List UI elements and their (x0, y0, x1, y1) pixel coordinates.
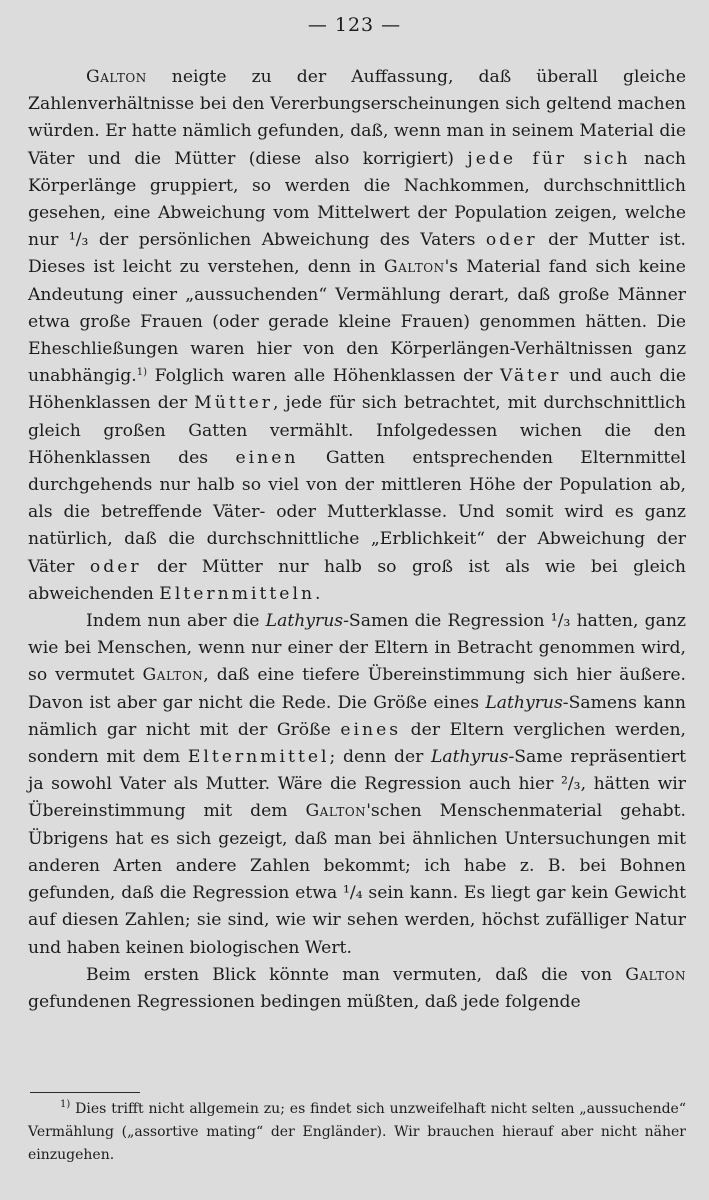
text-run: der Eltern verglichen werden, sondern mit dem (28, 719, 686, 768)
author-name: Galton (305, 801, 367, 822)
text-run: 'schen Menschenmaterial gehabt. Übrigens hat es sich gezeigt, daß man bei ähnlichen Untersuchungen mit anderen Arten andere Zahlen bekommt; ich habe z. B. bei Bohnen gefunden, daß die Regression etwa ¹/₄ sein kann. Es liegt gar kein Gewicht auf diesen Zahlen; sie sind, wie wir sehen werden, höchst zufälliger Natur und haben keinen biologischen Wert. (28, 801, 687, 958)
footnote-marker: 1) (60, 1099, 71, 1110)
text-run: -Samen die Regression ¹/₃ hatten, ganz wie bei Menschen, wenn nur einer der Eltern in Betracht genommen wird, so vermutet (28, 611, 686, 686)
italic-term: Lathyrus (430, 747, 509, 768)
text-run: gefundenen Regressionen bedingen müßten, daß jede folgende (28, 991, 581, 1012)
text-run: der Mütter nur halb so groß ist als wie bei gleich abweichenden (28, 556, 686, 604)
text-run: -Same repräsentiert ja sowohl Vater als Mutter. Wäre die Regression auch hier ²/₃, hätten wir Übereinstimmung mit dem (28, 747, 687, 822)
text-run: Folglich waren alle Höhenklassen der (147, 366, 501, 387)
text-run: Indem nun aber die (86, 611, 266, 632)
footnote-text (28, 1098, 686, 1167)
text-run: und auch die Höhenklassen der (28, 366, 686, 414)
italic-term: Lathyrus (485, 692, 563, 713)
paragraph-1 (28, 64, 686, 608)
text-run: 's Material fand sich keine Andeutung einer „aussuchenden“ Vermählung derart, daß große Männer etwa große Frauen (oder gerade kleine Frauen) genommen hätten. Die Eheschließungen waren hier von den Körperlängen-Verhältnissen ganz unabhängig. (28, 257, 686, 387)
main-text (28, 64, 686, 1016)
text-run: , jede für sich betrachtet, mit durchschnittlich gleich großen Gatten vermählt. Infolgedessen wichen die den Höhenklassen des (28, 393, 686, 468)
spaced-emphasis: Mütter (194, 393, 274, 414)
text-run: -Samens kann nämlich gar nicht mit der Größe (28, 692, 686, 740)
author-name: Galton (625, 964, 686, 985)
text-run: Gatten entsprechenden Elternmittel durchgehends nur halb so viel von der mittleren Höhe der Population ab, als die betreffende Väter- oder Mutterklasse. Und somit wird es ganz natürlich, daß die durchschnittliche „Erblichkeit“ der Abweichung der Väter (28, 447, 686, 577)
spaced-emphasis: einen (235, 447, 299, 468)
author-name: Galton (142, 665, 204, 686)
spaced-emphasis: Elternmitteln (159, 583, 316, 604)
text-run: neigte zu der Auffassung, daß überall gleiche Zahlenverhältnisse bei den Vererbungserscheinungen sich geltend machen würden. Er hatte nämlich gefunden, daß, wenn man in seinem Material die Väter und die Mütter (diese also korrigiert) (28, 67, 686, 169)
text-run: , daß eine tiefere Übereinstimmung sich hier äußere. Davon ist aber gar nicht die Rede. Die Größe eines (28, 665, 686, 713)
page-number: — 123 — (307, 14, 402, 36)
footnote-rule (30, 1092, 140, 1093)
text-run: ; denn der (329, 747, 431, 768)
text-run: Beim ersten Blick könnte man vermuten, daß die von (86, 964, 626, 985)
spaced-emphasis: jede für sich (467, 148, 631, 169)
italic-term: Lathyrus (265, 611, 344, 632)
text-run: der Mutter ist. Dieses ist leicht zu verstehen, denn in (28, 230, 686, 278)
text-run: . (315, 583, 321, 604)
spaced-emphasis: eines (340, 719, 402, 740)
spaced-emphasis: oder (89, 556, 142, 577)
footnote-marker: 1) (136, 367, 148, 379)
author-name: Galton (86, 67, 147, 87)
footnote (28, 1098, 686, 1167)
author-name: Galton (383, 257, 445, 278)
spaced-emphasis: Elternmittel (187, 747, 330, 768)
paragraph-2 (28, 608, 686, 962)
text-run: nach Körperlänge gruppiert, so werden die Nachkommen, durchschnittlich gesehen, eine Abweichung vom Mittelwert der Population zeigen, welche nur ¹/₃ der persönlichen Abweichung des Vaters (28, 148, 686, 251)
spaced-emphasis: Väter (500, 366, 562, 387)
text-run: Dies trifft nicht allgemein zu; es findet sich unzweifelhaft nicht selten „aussuchende“ Vermählung („assortive mating“ der Engländer). Wir brauchen hierauf aber nicht näher einzugehen. (28, 1101, 686, 1163)
spaced-emphasis: oder (485, 230, 538, 251)
paragraph-3 (28, 962, 686, 1016)
